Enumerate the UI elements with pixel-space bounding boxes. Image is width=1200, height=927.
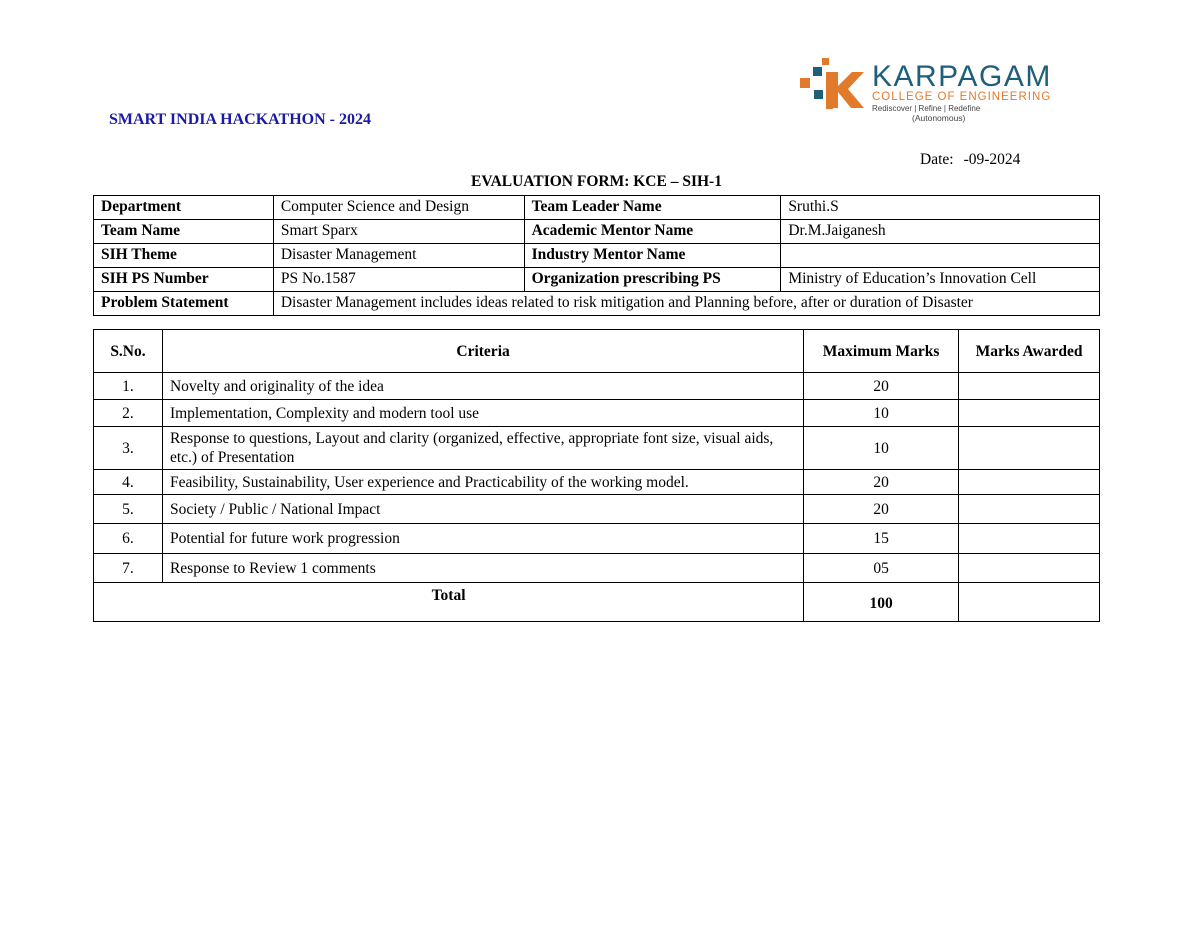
row-max-marks: 20	[804, 495, 959, 524]
theme-value: Disaster Management	[273, 244, 524, 268]
table-row	[94, 373, 1100, 400]
criteria-header: Criteria	[162, 330, 803, 373]
row-sno: 5.	[94, 495, 163, 524]
total-row	[94, 583, 1100, 622]
row-sno: 7.	[94, 554, 163, 583]
row-criteria: Implementation, Complexity and modern tool use	[162, 400, 803, 427]
problem-statement-value: Disaster Management includes ideas related to risk mitigation and Planning before, after or duration of Disaster	[273, 292, 1099, 316]
row-max-marks: 20	[804, 470, 959, 495]
row-marks-awarded[interactable]	[959, 373, 1100, 400]
row-marks-awarded[interactable]	[959, 470, 1100, 495]
date-row	[920, 151, 1020, 169]
date-label: Date:	[920, 151, 954, 168]
total-label: Total	[94, 583, 804, 622]
table-row	[94, 470, 1100, 495]
table-row	[94, 268, 1100, 292]
row-criteria: Response to Review 1 comments	[162, 554, 803, 583]
row-criteria: Novelty and originality of the idea	[162, 373, 803, 400]
logo-name: KARPAGAM	[872, 60, 1052, 93]
table-row	[94, 196, 1100, 220]
team-info-table	[93, 195, 1100, 316]
logo-tagline: Rediscover | Refine | Redefine	[872, 104, 981, 113]
department-value: Computer Science and Design	[273, 196, 524, 220]
row-max-marks: 10	[804, 427, 959, 470]
academic-mentor-label: Academic Mentor Name	[524, 220, 781, 244]
table-row	[94, 524, 1100, 554]
ps-number-label: SIH PS Number	[94, 268, 274, 292]
total-marks-awarded[interactable]	[959, 583, 1100, 622]
academic-mentor-value: Dr.M.Jaiganesh	[781, 220, 1100, 244]
department-label: Department	[94, 196, 274, 220]
row-max-marks: 20	[804, 373, 959, 400]
row-marks-awarded[interactable]	[959, 495, 1100, 524]
team-name-value: Smart Sparx	[273, 220, 524, 244]
table-row	[94, 292, 1100, 316]
logo-subtitle: COLLEGE OF ENGINEERING	[872, 91, 1052, 103]
row-marks-awarded[interactable]	[959, 524, 1100, 554]
criteria-header-row	[94, 330, 1100, 373]
form-title: EVALUATION FORM: KCE – SIH-1	[471, 173, 722, 190]
table-row	[94, 400, 1100, 427]
table-row	[94, 554, 1100, 583]
row-max-marks: 15	[804, 524, 959, 554]
table-row	[94, 244, 1100, 268]
row-marks-awarded[interactable]	[959, 554, 1100, 583]
logo-autonomous: (Autonomous)	[912, 113, 966, 123]
team-leader-label: Team Leader Name	[524, 196, 781, 220]
org-label: Organization prescribing PS	[524, 268, 781, 292]
row-criteria: Feasibility, Sustainability, User experience and Practicability of the working model.	[162, 470, 803, 495]
marks-awarded-header: Marks Awarded	[959, 330, 1100, 373]
industry-mentor-value	[781, 244, 1100, 268]
org-value: Ministry of Education’s Innovation Cell	[781, 268, 1100, 292]
college-logo	[800, 56, 1100, 126]
row-sno: 3.	[94, 427, 163, 470]
row-max-marks: 10	[804, 400, 959, 427]
event-title: SMART INDIA HACKATHON - 2024	[109, 111, 371, 128]
row-sno: 2.	[94, 400, 163, 427]
date-value: -09-2024	[963, 151, 1021, 168]
row-criteria: Society / Public / National Impact	[162, 495, 803, 524]
table-row	[94, 427, 1100, 470]
table-row	[94, 495, 1100, 524]
row-sno: 6.	[94, 524, 163, 554]
row-sno: 4.	[94, 470, 163, 495]
row-criteria: Response to questions, Layout and clarity (organized, effective, appropriate font size, visual aids, etc.) of Presentation	[162, 427, 803, 470]
ps-number-value: PS No.1587	[273, 268, 524, 292]
table-row	[94, 220, 1100, 244]
row-criteria: Potential for future work progression	[162, 524, 803, 554]
team-leader-value: Sruthi.S	[781, 196, 1100, 220]
sno-header: S.No.	[94, 330, 163, 373]
row-marks-awarded[interactable]	[959, 400, 1100, 427]
problem-statement-label: Problem Statement	[94, 292, 274, 316]
theme-label: SIH Theme	[94, 244, 274, 268]
total-max-marks: 100	[804, 583, 959, 622]
row-max-marks: 05	[804, 554, 959, 583]
max-marks-header: Maximum Marks	[804, 330, 959, 373]
row-sno: 1.	[94, 373, 163, 400]
industry-mentor-label: Industry Mentor Name	[524, 244, 781, 268]
karpagam-k-mark-icon	[800, 56, 866, 116]
row-marks-awarded[interactable]	[959, 427, 1100, 470]
criteria-table	[93, 329, 1100, 622]
team-name-label: Team Name	[94, 220, 274, 244]
